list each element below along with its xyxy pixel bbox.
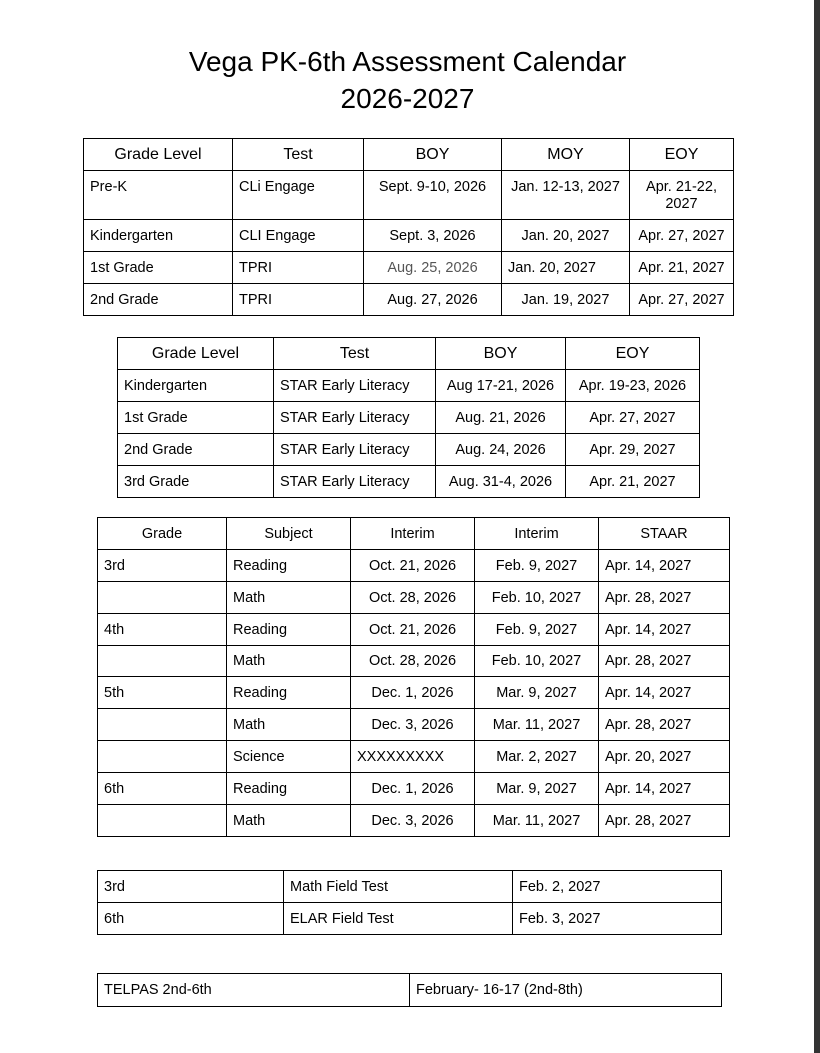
table-row [98,741,730,773]
table-row [98,709,730,741]
table-cell: Oct. 21, 2026 [351,550,475,582]
header-cell: Interim [475,518,599,550]
field-test-table [97,870,722,935]
table-cell: 2nd Grade [84,284,233,316]
table-cell: Math [227,805,351,837]
table-cell: 1st Grade [84,252,233,284]
header-cell: Subject [227,518,351,550]
header-cell: Grade Level [118,338,274,370]
table-cell: Dec. 3, 2026 [351,805,475,837]
table-cell: Apr. 14, 2027 [599,550,730,582]
table-cell: Aug. 21, 2026 [436,402,566,434]
table-cell: Jan. 20, 2027 [502,252,630,284]
table-cell: Jan. 20, 2027 [502,220,630,252]
table-row [118,402,700,434]
table-header-row [84,139,734,171]
header-cell: Interim [351,518,475,550]
header-cell: EOY [566,338,700,370]
header-cell: Test [233,139,364,171]
header-cell: Grade Level [84,139,233,171]
table-cell: 6th [98,773,227,805]
table-cell: Feb. 9, 2027 [475,550,599,582]
table-cell: CLI Engage [233,220,364,252]
table-cell: Feb. 3, 2027 [513,903,722,935]
table-cell: Apr. 20, 2027 [599,741,730,773]
table-cell [98,582,227,614]
table-cell: Apr. 29, 2027 [566,434,700,466]
table-cell: Mar. 2, 2027 [475,741,599,773]
table-cell: 3rd [98,550,227,582]
telpas-table [97,973,722,1007]
page-edge [814,0,820,1053]
table-row [98,582,730,614]
header-cell: Grade [98,518,227,550]
table-cell: STAR Early Literacy [274,434,436,466]
page-title: Vega PK-6th Assessment Calendar [188,46,627,77]
table-cell: Apr. 27, 2027 [630,284,734,316]
table-cell: Dec. 1, 2026 [351,773,475,805]
table-row [118,466,700,498]
table-cell: Mar. 9, 2027 [475,677,599,709]
table-row [98,805,730,837]
table-cell: Aug. 31-4, 2026 [436,466,566,498]
header-cell: BOY [364,139,502,171]
header-cell: STAAR [599,518,730,550]
table-row [98,677,730,709]
table-cell: 6th [98,903,284,935]
table-cell: Feb. 10, 2027 [475,582,599,614]
table-cell: Dec. 3, 2026 [351,709,475,741]
table-cell: Apr. 27, 2027 [630,220,734,252]
table-cell: Math [227,646,351,677]
table-row [84,284,734,316]
header-cell: MOY [502,139,630,171]
table-cell: Aug. 24, 2026 [436,434,566,466]
table-cell: Apr. 19-23, 2026 [566,370,700,402]
table-row [98,903,722,935]
table-cell: Kindergarten [84,220,233,252]
table-cell: STAR Early Literacy [274,466,436,498]
table-row [98,974,722,1007]
table-row [118,370,700,402]
table-cell: Jan. 12-13, 2027 [502,171,630,220]
table-cell: Reading [227,677,351,709]
table-cell: Math [227,709,351,741]
table-cell [98,741,227,773]
table-cell: Aug. 25, 2026 [364,252,502,284]
table-row [84,171,734,220]
table-cell: Feb. 10, 2027 [475,646,599,677]
table-cell: Apr. 28, 2027 [599,582,730,614]
table-cell: Mar. 11, 2027 [475,805,599,837]
table-cell: Kindergarten [118,370,274,402]
table-row [98,773,730,805]
table-cell: Mar. 9, 2027 [475,773,599,805]
header-cell: EOY [630,139,734,171]
table-cell: February- 16-17 (2nd-8th) [410,974,722,1007]
table-cell: 1st Grade [118,402,274,434]
table-cell: Sept. 3, 2026 [364,220,502,252]
table-header-row [98,518,730,550]
table-cell: Apr. 21, 2027 [630,252,734,284]
table-cell: TPRI [233,284,364,316]
table-cell: Oct. 28, 2026 [351,646,475,677]
table-cell: 3rd [98,871,284,903]
table-cell: Mar. 11, 2027 [475,709,599,741]
table-cell: Dec. 1, 2026 [351,677,475,709]
table-cell: Apr. 21, 2027 [566,466,700,498]
table-cell: XXXXXXXXX [351,741,475,773]
table-cell [98,646,227,677]
table-cell: 5th [98,677,227,709]
star-early-literacy-table [117,337,700,498]
table-cell: 4th [98,614,227,646]
table-cell: TELPAS 2nd-6th [98,974,410,1007]
table-cell: Math Field Test [284,871,513,903]
table-cell: TPRI [233,252,364,284]
table-cell: Apr. 21-22, 2027 [630,171,734,220]
table-cell: Reading [227,614,351,646]
page-subtitle-year: 2026-2027 [340,83,475,114]
table-cell: Oct. 21, 2026 [351,614,475,646]
table-cell: STAR Early Literacy [274,370,436,402]
table-cell: CLi Engage [233,171,364,220]
table-cell: Reading [227,550,351,582]
interim-staar-table [97,517,730,837]
table-cell: Apr. 28, 2027 [599,646,730,677]
table-cell: Apr. 14, 2027 [599,773,730,805]
table-cell: Math [227,582,351,614]
table-row [118,434,700,466]
table-cell: Sept. 9-10, 2026 [364,171,502,220]
table-cell [98,805,227,837]
table-cell: Apr. 28, 2027 [599,805,730,837]
table-cell: Aug. 27, 2026 [364,284,502,316]
table-cell: Jan. 19, 2027 [502,284,630,316]
table-cell: Feb. 9, 2027 [475,614,599,646]
table-row [98,646,730,677]
table-cell: Feb. 2, 2027 [513,871,722,903]
table-cell: Apr. 27, 2027 [566,402,700,434]
table-cell [98,709,227,741]
table-cell: 2nd Grade [118,434,274,466]
table-cell: Apr. 14, 2027 [599,677,730,709]
table-cell: Aug 17-21, 2026 [436,370,566,402]
table-cell: 3rd Grade [118,466,274,498]
table-cell: Reading [227,773,351,805]
table-cell: Science [227,741,351,773]
header-cell: BOY [436,338,566,370]
table-row [98,871,722,903]
header-cell: Test [274,338,436,370]
table-cell: STAR Early Literacy [274,402,436,434]
table-header-row [118,338,700,370]
table-cell: Oct. 28, 2026 [351,582,475,614]
table-row [84,220,734,252]
table-row [98,550,730,582]
table-row [84,252,734,284]
table-row [98,614,730,646]
table-cell: Apr. 14, 2027 [599,614,730,646]
early-literacy-assessment-table [83,138,734,316]
table-cell: Apr. 28, 2027 [599,709,730,741]
table-cell: Pre-K [84,171,233,220]
table-cell: ELAR Field Test [284,903,513,935]
